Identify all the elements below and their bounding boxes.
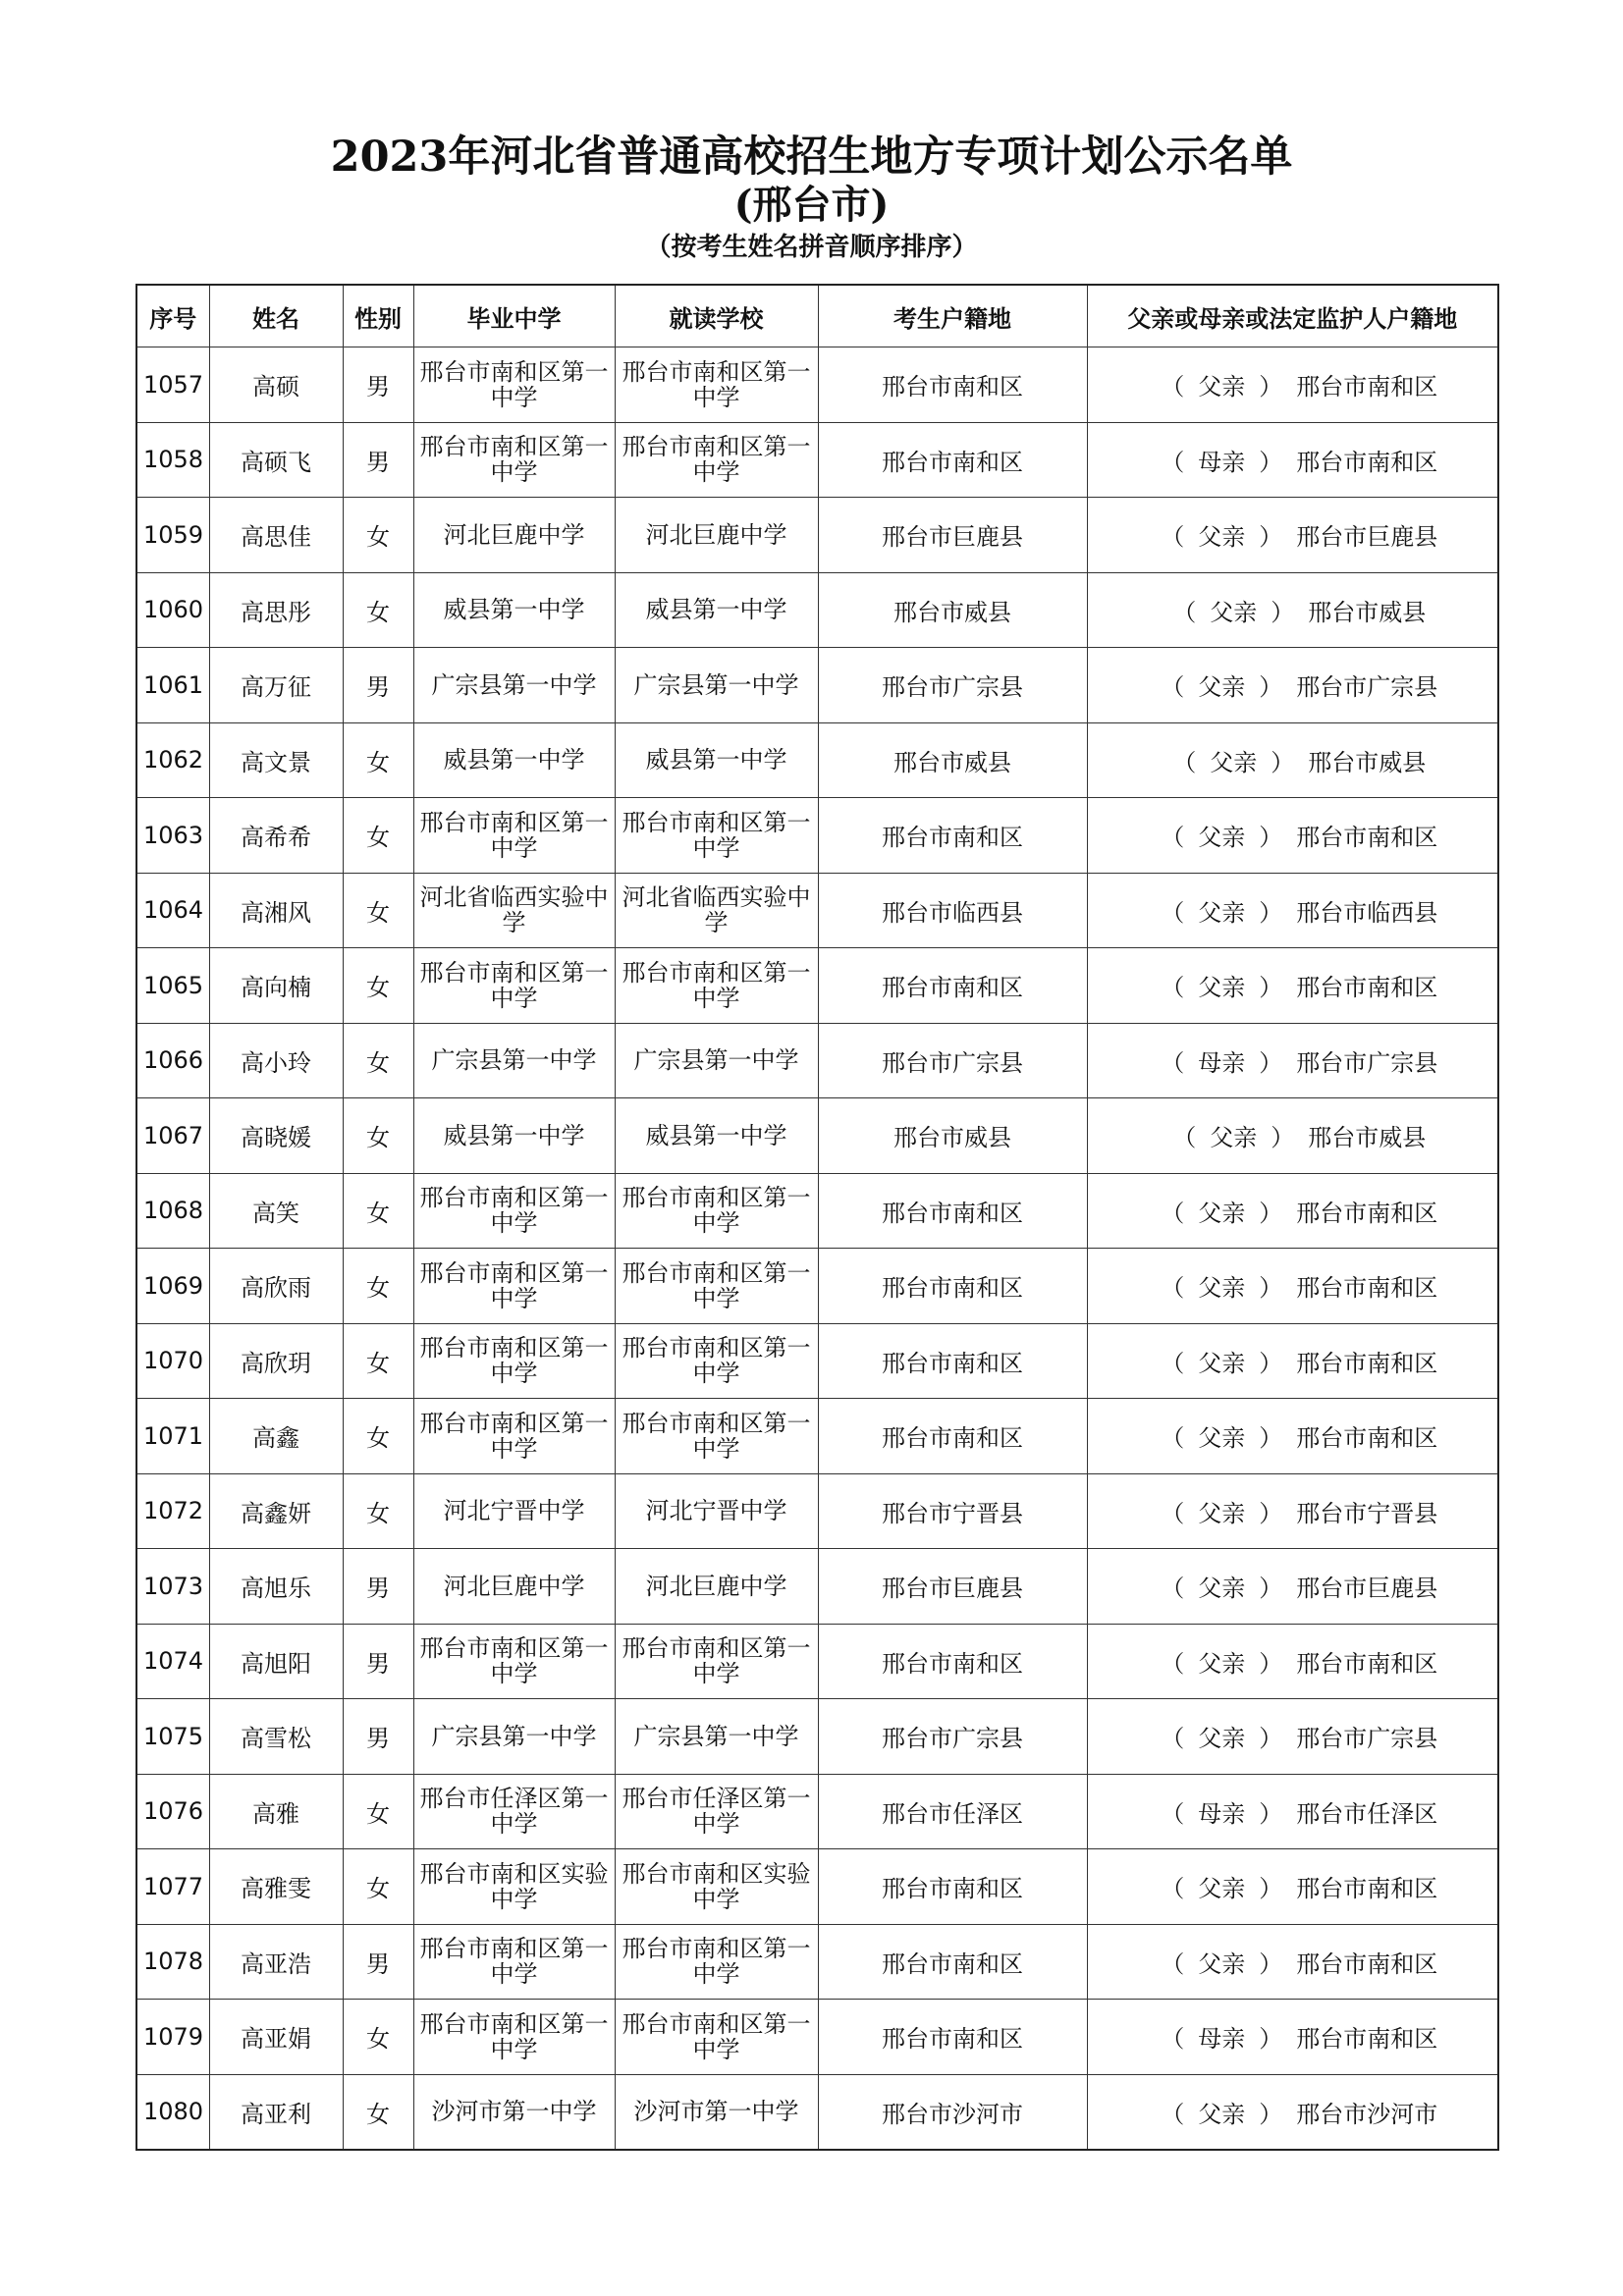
- cell-name: 高雪松: [209, 1699, 343, 1775]
- guardian-relation: 父亲: [1210, 598, 1258, 626]
- cell-current-school: 邢台市南和区实验中学: [615, 1849, 818, 1925]
- guardian-relation: 父亲: [1198, 1949, 1246, 1978]
- cell-gender: 女: [343, 722, 413, 798]
- cell-gender: 女: [343, 1399, 413, 1474]
- cell-name: 高欣雨: [209, 1249, 343, 1324]
- table-row: [136, 422, 1498, 498]
- cell-graduation-school: 广宗县第一中学: [413, 648, 615, 723]
- cell-name: 高思彤: [209, 572, 343, 648]
- guardian-relation: 父亲: [1198, 373, 1246, 401]
- cell-gender: 女: [343, 1098, 413, 1174]
- cell-seq: 1080: [136, 2074, 209, 2150]
- cell-guardian-hukou: （ 母亲 ） 邢台市广宗县: [1087, 1023, 1498, 1098]
- cell-guardian-hukou: （ 父亲 ） 邢台市广宗县: [1087, 648, 1498, 723]
- cell-student-hukou: 邢台市南和区: [818, 1624, 1087, 1699]
- cell-gender: 女: [343, 2074, 413, 2150]
- cell-student-hukou: 邢台市南和区: [818, 1849, 1087, 1925]
- table-row: [136, 1023, 1498, 1098]
- cell-graduation-school: 威县第一中学: [413, 722, 615, 798]
- table-row: [136, 1249, 1498, 1324]
- cell-seq: 1071: [136, 1399, 209, 1474]
- cell-name: 高万征: [209, 648, 343, 723]
- guardian-relation: 父亲: [1198, 1875, 1246, 1903]
- guardian-hukou-place: 邢台市南和区: [1296, 974, 1438, 1002]
- cell-current-school: 广宗县第一中学: [615, 1699, 818, 1775]
- cell-current-school: 威县第一中学: [615, 1098, 818, 1174]
- guardian-relation: 父亲: [1198, 1424, 1246, 1453]
- header-student-hukou: 考生户籍地: [818, 285, 1087, 347]
- cell-guardian-hukou: （ 父亲 ） 邢台市南和区: [1087, 948, 1498, 1024]
- cell-seq: 1062: [136, 722, 209, 798]
- header-gender: 性别: [343, 285, 413, 347]
- cell-current-school: 邢台市南和区第一中学: [615, 1924, 818, 2000]
- cell-graduation-school: 邢台市南和区第一中学: [413, 1323, 615, 1399]
- cell-guardian-hukou: （ 父亲 ） 邢台市广宗县: [1087, 1699, 1498, 1775]
- cell-seq: 1061: [136, 648, 209, 723]
- cell-guardian-hukou: （ 父亲 ） 邢台市巨鹿县: [1087, 1549, 1498, 1625]
- cell-seq: 1057: [136, 347, 209, 423]
- table-row: [136, 722, 1498, 798]
- cell-seq: 1059: [136, 498, 209, 573]
- guardian-hukou-place: 邢台市南和区: [1296, 1949, 1438, 1978]
- cell-gender: 男: [343, 347, 413, 423]
- guardian-hukou-place: 邢台市宁晋县: [1296, 1499, 1438, 1527]
- cell-student-hukou: 邢台市任泽区: [818, 1774, 1087, 1849]
- cell-seq: 1066: [136, 1023, 209, 1098]
- cell-seq: 1072: [136, 1473, 209, 1549]
- admission-list-table: [135, 284, 1499, 2151]
- cell-current-school: 沙河市第一中学: [615, 2074, 818, 2150]
- cell-seq: 1060: [136, 572, 209, 648]
- cell-seq: 1063: [136, 798, 209, 874]
- guardian-hukou-place: 邢台市南和区: [1296, 1424, 1438, 1453]
- cell-seq: 1067: [136, 1098, 209, 1174]
- cell-graduation-school: 邢台市南和区第一中学: [413, 948, 615, 1024]
- cell-name: 高亚娟: [209, 2000, 343, 2075]
- header-seq: 序号: [136, 285, 209, 347]
- cell-gender: 女: [343, 1023, 413, 1098]
- cell-current-school: 邢台市南和区第一中学: [615, 798, 818, 874]
- guardian-hukou-place: 邢台市任泽区: [1296, 1799, 1438, 1828]
- cell-gender: 女: [343, 1249, 413, 1324]
- cell-seq: 1065: [136, 948, 209, 1024]
- cell-name: 高笑: [209, 1173, 343, 1249]
- cell-student-hukou: 邢台市威县: [818, 572, 1087, 648]
- header-graduation-school: 毕业中学: [413, 285, 615, 347]
- cell-graduation-school: 邢台市南和区第一中学: [413, 1249, 615, 1324]
- guardian-hukou-place: 邢台市南和区: [1296, 1649, 1438, 1678]
- cell-graduation-school: 邢台市南和区第一中学: [413, 2000, 615, 2075]
- cell-name: 高晓媛: [209, 1098, 343, 1174]
- cell-name: 高雅: [209, 1774, 343, 1849]
- cell-graduation-school: 广宗县第一中学: [413, 1699, 615, 1775]
- cell-guardian-hukou: （ 母亲 ） 邢台市南和区: [1087, 422, 1498, 498]
- guardian-relation: 母亲: [1198, 2025, 1246, 2054]
- guardian-relation: 父亲: [1198, 898, 1246, 927]
- guardian-relation: 父亲: [1198, 1725, 1246, 1753]
- cell-seq: 1075: [136, 1699, 209, 1775]
- cell-guardian-hukou: （ 父亲 ） 邢台市威县: [1087, 1098, 1498, 1174]
- table-row: [136, 1173, 1498, 1249]
- cell-student-hukou: 邢台市巨鹿县: [818, 1549, 1087, 1625]
- cell-gender: 女: [343, 1473, 413, 1549]
- guardian-relation: 父亲: [1210, 1124, 1258, 1152]
- cell-name: 高鑫: [209, 1399, 343, 1474]
- table-row: [136, 1549, 1498, 1625]
- guardian-relation: 父亲: [1198, 673, 1246, 702]
- cell-seq: 1077: [136, 1849, 209, 1925]
- table-body: [136, 347, 1498, 2151]
- cell-seq: 1078: [136, 1924, 209, 2000]
- cell-graduation-school: 邢台市南和区第一中学: [413, 1399, 615, 1474]
- document-subtitle: (邢台市): [733, 182, 890, 228]
- guardian-relation: 父亲: [1198, 523, 1246, 552]
- cell-current-school: 威县第一中学: [615, 572, 818, 648]
- cell-gender: 男: [343, 1699, 413, 1775]
- guardian-hukou-place: 邢台市广宗县: [1296, 1725, 1438, 1753]
- table-row: [136, 1624, 1498, 1699]
- table-row: [136, 1399, 1498, 1474]
- cell-gender: 男: [343, 422, 413, 498]
- cell-student-hukou: 邢台市广宗县: [818, 648, 1087, 723]
- cell-gender: 女: [343, 1323, 413, 1399]
- cell-gender: 男: [343, 1924, 413, 2000]
- cell-guardian-hukou: （ 父亲 ） 邢台市南和区: [1087, 798, 1498, 874]
- cell-guardian-hukou: （ 父亲 ） 邢台市临西县: [1087, 873, 1498, 948]
- cell-name: 高欣玥: [209, 1323, 343, 1399]
- guardian-relation: 父亲: [1198, 824, 1246, 852]
- cell-graduation-school: 广宗县第一中学: [413, 1023, 615, 1098]
- cell-gender: 女: [343, 572, 413, 648]
- cell-current-school: 邢台市南和区第一中学: [615, 347, 818, 423]
- cell-current-school: 威县第一中学: [615, 722, 818, 798]
- cell-name: 高亚利: [209, 2074, 343, 2150]
- cell-gender: 女: [343, 1849, 413, 1925]
- guardian-hukou-place: 邢台市南和区: [1296, 448, 1438, 476]
- guardian-relation: 父亲: [1198, 974, 1246, 1002]
- cell-student-hukou: 邢台市宁晋县: [818, 1473, 1087, 1549]
- guardian-hukou-place: 邢台市南和区: [1296, 2025, 1438, 2054]
- cell-current-school: 邢台市南和区第一中学: [615, 1624, 818, 1699]
- cell-current-school: 邢台市南和区第一中学: [615, 1323, 818, 1399]
- cell-current-school: 邢台市南和区第一中学: [615, 1249, 818, 1324]
- table-row: [136, 498, 1498, 573]
- cell-current-school: 广宗县第一中学: [615, 1023, 818, 1098]
- cell-guardian-hukou: （ 父亲 ） 邢台市南和区: [1087, 1624, 1498, 1699]
- cell-gender: 女: [343, 498, 413, 573]
- cell-guardian-hukou: （ 父亲 ） 邢台市南和区: [1087, 1323, 1498, 1399]
- cell-seq: 1079: [136, 2000, 209, 2075]
- header-current-school: 就读学校: [615, 285, 818, 347]
- cell-graduation-school: 河北宁晋中学: [413, 1473, 615, 1549]
- cell-gender: 女: [343, 948, 413, 1024]
- cell-name: 高亚浩: [209, 1924, 343, 2000]
- cell-student-hukou: 邢台市威县: [818, 722, 1087, 798]
- table-row: [136, 1924, 1498, 2000]
- cell-current-school: 河北宁晋中学: [615, 1473, 818, 1549]
- cell-graduation-school: 沙河市第一中学: [413, 2074, 615, 2150]
- cell-name: 高希希: [209, 798, 343, 874]
- cell-graduation-school: 邢台市南和区第一中学: [413, 798, 615, 874]
- table-row: [136, 1699, 1498, 1775]
- cell-graduation-school: 威县第一中学: [413, 1098, 615, 1174]
- cell-name: 高小玲: [209, 1023, 343, 1098]
- cell-guardian-hukou: （ 母亲 ） 邢台市任泽区: [1087, 1774, 1498, 1849]
- table-row: [136, 1098, 1498, 1174]
- cell-gender: 女: [343, 1173, 413, 1249]
- cell-seq: 1073: [136, 1549, 209, 1625]
- cell-guardian-hukou: （ 父亲 ） 邢台市巨鹿县: [1087, 498, 1498, 573]
- cell-guardian-hukou: （ 父亲 ） 邢台市南和区: [1087, 1173, 1498, 1249]
- cell-current-school: 河北巨鹿中学: [615, 1549, 818, 1625]
- cell-student-hukou: 邢台市南和区: [818, 1924, 1087, 2000]
- cell-gender: 女: [343, 2000, 413, 2075]
- cell-guardian-hukou: （ 父亲 ） 邢台市南和区: [1087, 1849, 1498, 1925]
- guardian-hukou-place: 邢台市南和区: [1296, 824, 1438, 852]
- cell-gender: 女: [343, 1774, 413, 1849]
- guardian-relation: 母亲: [1198, 1799, 1246, 1828]
- cell-graduation-school: 河北巨鹿中学: [413, 498, 615, 573]
- table-row: [136, 1473, 1498, 1549]
- cell-name: 高硕: [209, 347, 343, 423]
- cell-student-hukou: 邢台市南和区: [818, 948, 1087, 1024]
- guardian-hukou-place: 邢台市威县: [1308, 1124, 1427, 1152]
- guardian-relation: 父亲: [1198, 2100, 1246, 2128]
- guardian-hukou-place: 邢台市沙河市: [1296, 2100, 1438, 2128]
- cell-guardian-hukou: （ 父亲 ） 邢台市威县: [1087, 722, 1498, 798]
- cell-student-hukou: 邢台市广宗县: [818, 1023, 1087, 1098]
- cell-student-hukou: 邢台市南和区: [818, 1323, 1087, 1399]
- cell-student-hukou: 邢台市南和区: [818, 1249, 1087, 1324]
- cell-current-school: 邢台市南和区第一中学: [615, 1399, 818, 1474]
- cell-seq: 1074: [136, 1624, 209, 1699]
- cell-gender: 女: [343, 798, 413, 874]
- table-row: [136, 1774, 1498, 1849]
- table-row: [136, 347, 1498, 423]
- cell-seq: 1069: [136, 1249, 209, 1324]
- cell-current-school: 河北巨鹿中学: [615, 498, 818, 573]
- guardian-hukou-place: 邢台市南和区: [1296, 1199, 1438, 1227]
- guardian-relation: 母亲: [1198, 1048, 1246, 1077]
- cell-gender: 男: [343, 1624, 413, 1699]
- cell-graduation-school: 邢台市南和区第一中学: [413, 347, 615, 423]
- cell-student-hukou: 邢台市南和区: [818, 422, 1087, 498]
- cell-student-hukou: 邢台市沙河市: [818, 2074, 1087, 2150]
- cell-current-school: 河北省临西实验中学: [615, 873, 818, 948]
- cell-student-hukou: 邢台市临西县: [818, 873, 1087, 948]
- guardian-hukou-place: 邢台市临西县: [1296, 898, 1438, 927]
- cell-seq: 1064: [136, 873, 209, 948]
- guardian-hukou-place: 邢台市南和区: [1296, 1875, 1438, 1903]
- cell-name: 高雅雯: [209, 1849, 343, 1925]
- table-row: [136, 873, 1498, 948]
- cell-student-hukou: 邢台市广宗县: [818, 1699, 1087, 1775]
- cell-current-school: 邢台市南和区第一中学: [615, 2000, 818, 2075]
- guardian-hukou-place: 邢台市广宗县: [1296, 1048, 1438, 1077]
- cell-student-hukou: 邢台市南和区: [818, 1399, 1087, 1474]
- cell-guardian-hukou: （ 父亲 ） 邢台市沙河市: [1087, 2074, 1498, 2150]
- guardian-hukou-place: 邢台市广宗县: [1296, 673, 1438, 702]
- cell-name: 高湘风: [209, 873, 343, 948]
- cell-graduation-school: 邢台市任泽区第一中学: [413, 1774, 615, 1849]
- cell-gender: 男: [343, 648, 413, 723]
- header-guardian-hukou: 父亲或母亲或法定监护人户籍地: [1087, 285, 1498, 347]
- cell-guardian-hukou: （ 父亲 ） 邢台市宁晋县: [1087, 1473, 1498, 1549]
- guardian-hukou-place: 邢台市巨鹿县: [1296, 1575, 1438, 1603]
- cell-graduation-school: 邢台市南和区第一中学: [413, 1624, 615, 1699]
- cell-student-hukou: 邢台市巨鹿县: [818, 498, 1087, 573]
- guardian-relation: 父亲: [1198, 1274, 1246, 1303]
- guardian-hukou-place: 邢台市南和区: [1296, 1274, 1438, 1303]
- guardian-hukou-place: 邢台市南和区: [1296, 1349, 1438, 1377]
- cell-graduation-school: 河北巨鹿中学: [413, 1549, 615, 1625]
- table-row: [136, 798, 1498, 874]
- cell-name: 高旭乐: [209, 1549, 343, 1625]
- guardian-hukou-place: 邢台市威县: [1308, 748, 1427, 776]
- cell-current-school: 邢台市南和区第一中学: [615, 1173, 818, 1249]
- guardian-relation: 父亲: [1210, 748, 1258, 776]
- cell-name: 高文景: [209, 722, 343, 798]
- cell-graduation-school: 邢台市南和区第一中学: [413, 1173, 615, 1249]
- table-header-row: [136, 285, 1498, 347]
- cell-gender: 女: [343, 873, 413, 948]
- cell-current-school: 邢台市南和区第一中学: [615, 948, 818, 1024]
- cell-seq: 1070: [136, 1323, 209, 1399]
- cell-seq: 1076: [136, 1774, 209, 1849]
- header-name: 姓名: [209, 285, 343, 347]
- cell-student-hukou: 邢台市南和区: [818, 1173, 1087, 1249]
- cell-graduation-school: 威县第一中学: [413, 572, 615, 648]
- cell-guardian-hukou: （ 父亲 ） 邢台市南和区: [1087, 1924, 1498, 2000]
- table-row: [136, 572, 1498, 648]
- document-title: 2023年河北省普通高校招生地方专项计划公示名单: [330, 133, 1293, 182]
- cell-seq: 1068: [136, 1173, 209, 1249]
- guardian-relation: 父亲: [1198, 1349, 1246, 1377]
- cell-guardian-hukou: （ 父亲 ） 邢台市南和区: [1087, 347, 1498, 423]
- table-row: [136, 1323, 1498, 1399]
- guardian-relation: 父亲: [1198, 1575, 1246, 1603]
- cell-graduation-school: 河北省临西实验中学: [413, 873, 615, 948]
- cell-current-school: 邢台市任泽区第一中学: [615, 1774, 818, 1849]
- table-row: [136, 648, 1498, 723]
- cell-graduation-school: 邢台市南和区第一中学: [413, 422, 615, 498]
- cell-graduation-school: 邢台市南和区实验中学: [413, 1849, 615, 1925]
- cell-student-hukou: 邢台市威县: [818, 1098, 1087, 1174]
- table-row: [136, 1849, 1498, 1925]
- cell-name: 高硕飞: [209, 422, 343, 498]
- guardian-hukou-place: 邢台市南和区: [1296, 373, 1438, 401]
- guardian-relation: 母亲: [1198, 448, 1246, 476]
- cell-guardian-hukou: （ 父亲 ） 邢台市威县: [1087, 572, 1498, 648]
- cell-name: 高向楠: [209, 948, 343, 1024]
- guardian-hukou-place: 邢台市巨鹿县: [1296, 523, 1438, 552]
- guardian-hukou-place: 邢台市威县: [1308, 598, 1427, 626]
- cell-guardian-hukou: （ 母亲 ） 邢台市南和区: [1087, 2000, 1498, 2075]
- guardian-relation: 父亲: [1198, 1649, 1246, 1678]
- cell-student-hukou: 邢台市南和区: [818, 798, 1087, 874]
- cell-name: 高鑫妍: [209, 1473, 343, 1549]
- cell-current-school: 邢台市南和区第一中学: [615, 422, 818, 498]
- cell-name: 高旭阳: [209, 1624, 343, 1699]
- cell-guardian-hukou: （ 父亲 ） 邢台市南和区: [1087, 1399, 1498, 1474]
- cell-name: 高思佳: [209, 498, 343, 573]
- cell-current-school: 广宗县第一中学: [615, 648, 818, 723]
- table-row: [136, 2000, 1498, 2075]
- cell-seq: 1058: [136, 422, 209, 498]
- cell-student-hukou: 邢台市南和区: [818, 2000, 1087, 2075]
- cell-graduation-school: 邢台市南和区第一中学: [413, 1924, 615, 2000]
- table-row: [136, 2074, 1498, 2150]
- cell-gender: 男: [343, 1549, 413, 1625]
- cell-student-hukou: 邢台市南和区: [818, 347, 1087, 423]
- cell-guardian-hukou: （ 父亲 ） 邢台市南和区: [1087, 1249, 1498, 1324]
- guardian-relation: 父亲: [1198, 1199, 1246, 1227]
- table-row: [136, 948, 1498, 1024]
- guardian-relation: 父亲: [1198, 1499, 1246, 1527]
- sort-note: （按考生姓名拼音顺序排序）: [645, 233, 978, 262]
